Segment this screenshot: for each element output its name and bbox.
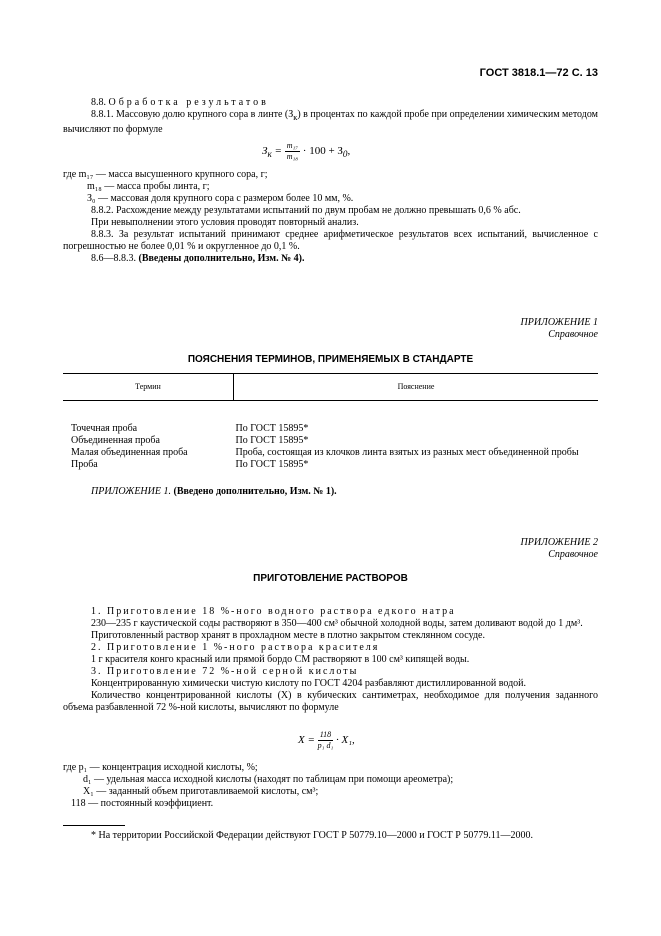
table-row [63,423,598,435]
section2-heading: 2. Приготовление 1 %-ного раствора красителя [91,642,380,653]
terms-table [63,373,598,471]
p881-sub: к [293,113,298,122]
term-cell: Проба [71,459,98,470]
heading-number: 8.8. [91,97,106,108]
where-p1: где p₁ — концентрация исходной кислоты, %; [63,762,258,773]
table-row [63,447,598,459]
section3-text: Концентрированную химически чистую кислоту по ГОСТ 4204 разбавляют дистиллированной водой. [91,678,527,689]
amendment-range: 8.6—8.8.3. [91,253,136,264]
formula1-end: , [347,145,351,158]
section3-heading: 3. Приготовление 72 %-ной серной кислоты [91,666,359,677]
desc-cell: По ГОСТ 15895* [235,435,309,446]
formula1-fraction [285,141,300,162]
appendix1-note [91,486,337,498]
appendix1-label: ПРИЛОЖЕНИЕ 1 [520,317,598,328]
formula2-rhs: · X₁, [335,734,355,747]
formula1-rhs: · 100 + З [302,145,343,158]
where-z0: З₀ — массовая доля крупного сора с размером более 10 мм, %. [87,193,354,204]
formula1-lhs: З [262,145,268,158]
section-8-8-rest [63,169,598,265]
amendment-note [63,253,598,265]
appendix2-label: ПРИЛОЖЕНИЕ 2 [520,537,598,548]
section1-text: 230—235 г каустической соды растворяют в 350—400 см³ обычной холодной воды, затем доливают водой до 1 дм³. [91,618,583,629]
section2-text: 1 г красителя конго красный или прямой бордо СМ растворяют в 100 см³ кипящей воды. [91,654,470,665]
page-header: ГОСТ 3818.1—72 С. 13 [479,67,598,79]
desc-cell: По ГОСТ 15895* [235,459,309,470]
table-header-row [63,374,598,401]
amendment-text: (Введены дополнительно, Изм. № 4). [138,253,305,264]
table-row [63,459,598,471]
paragraph-8-8-2b: При невыполнении этого условия проводят повторный анализ. [91,217,359,228]
formula1-lhs-sub: к [267,149,272,160]
where-d1: d₁ — удельная масса исходной кислоты (находят по таблицам при помощи ареометра); [83,774,454,785]
p881-text: 8.8.1. Массовую долю крупного сора в линте (З [91,109,294,120]
paragraph-8-8-1 [63,109,598,136]
section3-text2: Количество концентрированной кислоты (X) в кубических сантиметрах, необходимое для получения заданного объема разбавленной 72 %-ной кислоты, вычисляют по формуле [63,690,598,713]
section-8-8 [63,97,598,136]
formula2-numerator: 118 [318,730,334,741]
where-x1: X₁ — заданный объем приготавливаемой кислоты, см³; [83,786,319,797]
appendix1-sublabel: Справочное [548,329,598,340]
appendix1-note-text: (Введено дополнительно, Изм. № 1). [173,486,337,497]
term-cell: Точечная проба [71,423,138,434]
formula1-denominator: m₁₈ [286,152,299,161]
formula2-fraction [318,730,334,751]
appendix2-sublabel: Справочное [548,549,598,560]
appendix2-where [63,762,598,810]
term-cell: Малая объединенная проба [71,447,188,458]
heading-text: Обработка результатов [108,97,269,108]
where-118: 118 — постоянный коэффициент. [71,798,214,809]
term-cell: Объединенная проба [71,435,160,446]
formula-1: $З_к$ = $\frac{\text{m₁₇}}{\text{m₁₈}}$ · $100 + З_0$, [262,141,351,161]
p881-rest: ) в процентах по каждой пробе при определении химическим методом вычисляют по формуле [63,109,598,135]
desc-cell: По ГОСТ 15895* [235,423,309,434]
column-header-desc: Пояснение [234,374,599,401]
paragraph-8-8-2: 8.8.2. Расхождение между результатами испытаний по двум пробам не должно превышать 0,6 % абс. [91,205,521,216]
section-heading [63,97,598,109]
section1-heading: 1. Приготовление 18 %-ного водного раствора едкого натра [91,606,456,617]
appendix2-label-block [521,537,599,561]
table-row [63,435,598,447]
desc-cell: Проба, состоящая из клочков линта взятых из разных мест объединенной пробы [235,447,579,458]
formula1-rhs-sub: 0 [342,149,348,160]
where-m17: где m₁₇ — масса высушенного крупного сора, г; [63,169,268,180]
column-header-term: Термин [63,374,234,401]
appendix1-note-label: ПРИЛОЖЕНИЕ 1. [91,486,171,497]
formula2-denominator: p₁ d₁ [317,741,334,750]
appendix2-body [63,606,598,714]
footnote-divider [63,825,125,826]
formula2-lhs: X = [298,734,315,747]
paragraph-8-8-3: 8.8.3. За результат испытаний принимают среднее арифметическое результатов всех испытаний, вычисленное с погрешностью не более 0,01 % и округленное до 0,1 %. [63,229,598,252]
footnote: * На территории Российской Федерации действуют ГОСТ Р 50779.10—2000 и ГОСТ Р 50779.11—2000. [91,830,533,841]
where-m18: m₁₈ — масса пробы линта, г; [87,181,210,192]
appendix1-title: ПОЯСНЕНИЯ ТЕРМИНОВ, ПРИМЕНЯЕМЫХ В СТАНДАРТЕ [187,354,474,365]
formula-2 [298,730,355,751]
section1-text2: Приготовленный раствор хранят в прохладном месте в плотно закрытом стеклянном сосуде. [91,630,485,641]
appendix2-title: ПРИГОТОВЛЕНИЕ РАСТВОРОВ [253,573,408,584]
formula1-numerator: m₁₇ [286,141,299,150]
appendix1-label-block [521,317,599,341]
